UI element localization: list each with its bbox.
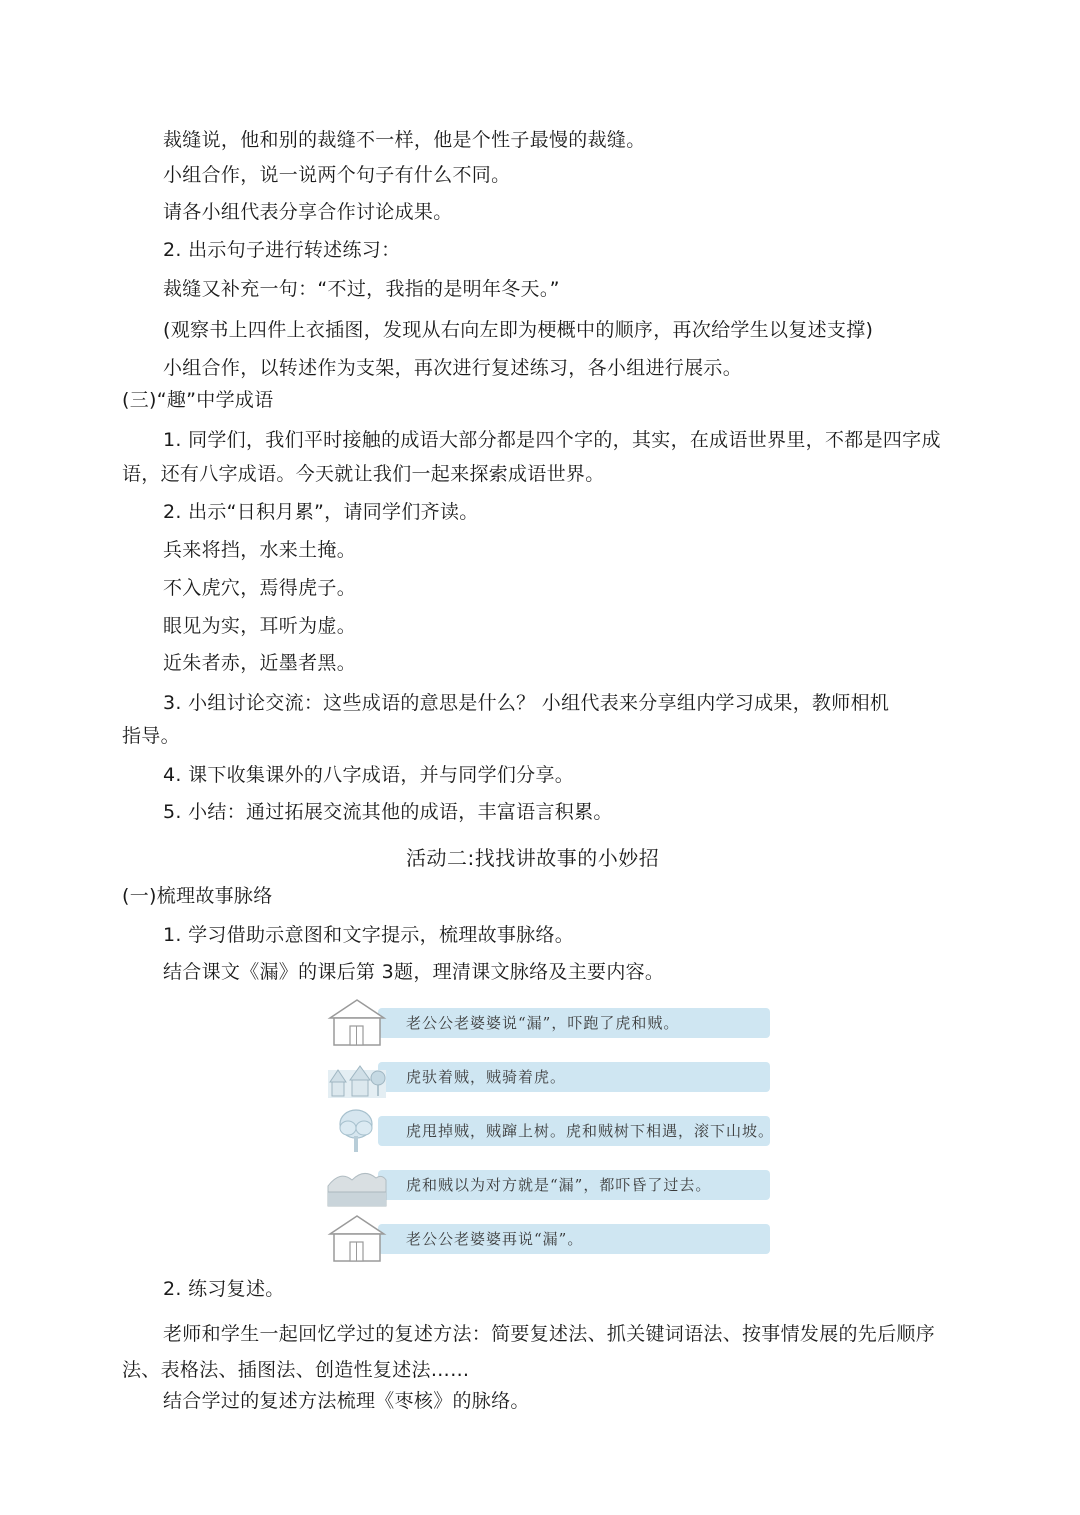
story-map-row	[326, 1214, 774, 1262]
story-map-row	[326, 1106, 774, 1154]
paragraph: 小组合作，说一说两个句子有什么不同。	[163, 164, 511, 186]
paragraph: 小组合作，以转述作为支架，再次进行复述练习，各小组进行展示。	[163, 357, 743, 379]
activity-title: 活动二:找找讲故事的小妙招	[406, 846, 660, 870]
story-text: 虎和贼以为对方就是“漏”，都吓昏了过去。	[406, 1176, 712, 1194]
paragraph: 老师和学生一起回忆学过的复述方法：简要复述法、抓关键词语法、按事情发展的先后顺序	[163, 1323, 936, 1345]
landscape-icon	[326, 1160, 388, 1208]
story-text: 虎驮着贼，贼骑着虎。	[406, 1068, 567, 1086]
paragraph: 裁缝说，他和别的裁缝不一样，他是个性子最慢的裁缝。	[163, 129, 646, 151]
paragraph: (观察书上四件上衣插图，发现从右向左即为梗概中的顺序，再次给学生以复述支撑)	[163, 319, 874, 341]
story-map-row	[326, 1052, 774, 1100]
idiom-line: 兵来将挡，水来土掩。	[163, 539, 357, 561]
paragraph: 3. 小组讨论交流：这些成语的意思是什么？ 小组代表来分享组内学习成果，教师相机	[163, 692, 890, 714]
paragraph: 结合学过的复述方法梳理《枣核》的脉络。	[163, 1390, 530, 1412]
story-map-row	[326, 1160, 774, 1208]
house-icon	[326, 998, 388, 1046]
paragraph: 4. 课下收集课外的八字成语，并与同学们分享。	[163, 764, 575, 786]
story-text: 老公公老婆婆说“漏”，吓跑了虎和贼。	[406, 1014, 680, 1032]
paragraph: 请各小组代表分享合作讨论成果。	[163, 201, 453, 223]
paragraph: 语，还有八字成语。今天就让我们一起来探索成语世界。	[122, 463, 605, 485]
paragraph: 2. 练习复述。	[163, 1278, 285, 1300]
section-heading: (一)梳理故事脉络	[122, 885, 273, 907]
paragraph: 指导。	[122, 725, 180, 747]
paragraph: 法、表格法、插图法、创造性复述法……	[122, 1359, 470, 1381]
paragraph: 1. 学习借助示意图和文字提示，梳理故事脉络。	[163, 924, 575, 946]
village-icon	[326, 1052, 388, 1100]
idiom-line: 近朱者赤，近墨者黑。	[163, 652, 357, 674]
paragraph: 1. 同学们，我们平时接触的成语大部分都是四个字的，其实，在成语世界里，不都是四字成	[163, 429, 941, 451]
paragraph: 2. 出示句子进行转述练习：	[163, 239, 401, 261]
paragraph: 裁缝又补充一句：“不过，我指的是明年冬天。”	[163, 278, 560, 300]
paragraph: 2. 出示“日积月累”，请同学们齐读。	[163, 501, 479, 523]
story-text: 老公公老婆婆再说“漏”。	[406, 1230, 584, 1248]
paragraph: 结合课文《漏》的课后第 3题，理清课文脉络及主要内容。	[163, 961, 665, 983]
section-heading: (三)“趣”中学成语	[122, 389, 274, 411]
story-text: 虎甩掉贼，贼蹿上树。虎和贼树下相遇，滚下山坡。	[406, 1122, 775, 1140]
tree-icon	[326, 1106, 388, 1154]
story-map-row	[326, 998, 774, 1046]
idiom-line: 眼见为实，耳听为虚。	[163, 615, 357, 637]
house-icon	[326, 1214, 388, 1262]
story-map-figure	[326, 998, 774, 1262]
idiom-line: 不入虎穴，焉得虎子。	[163, 577, 357, 599]
paragraph: 5. 小结：通过拓展交流其他的成语，丰富语言积累。	[163, 801, 613, 823]
